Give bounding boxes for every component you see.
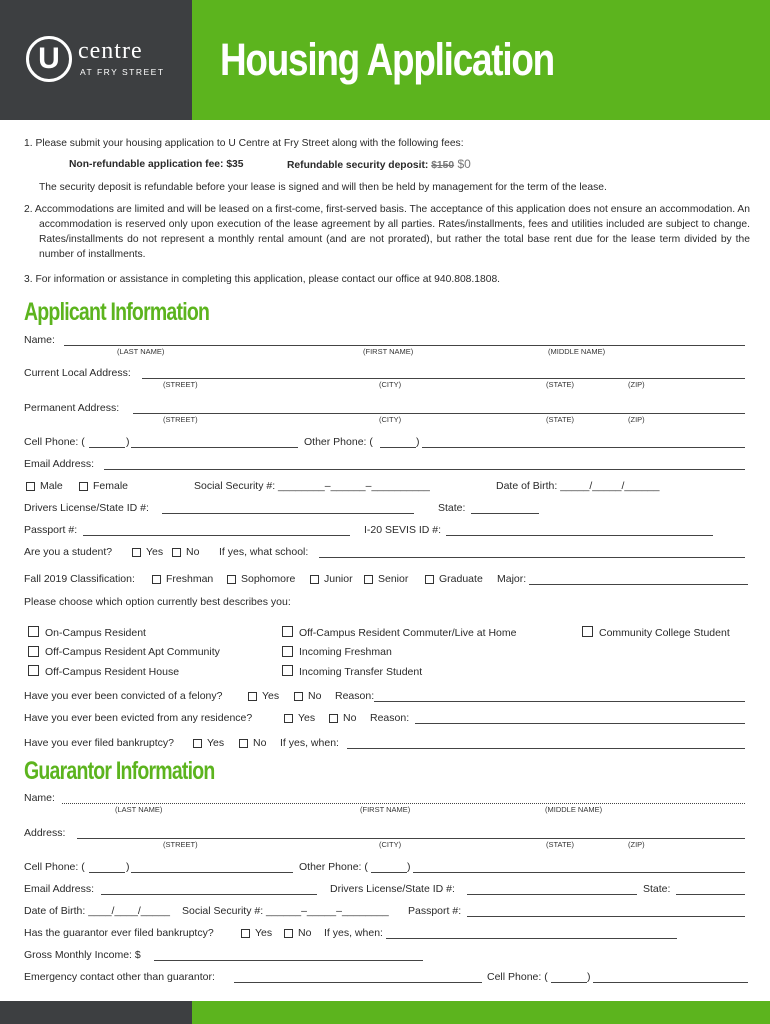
state-caption: (STATE) xyxy=(546,415,575,424)
guarantor-cell-area-input[interactable] xyxy=(89,872,125,873)
student-question: Are you a student? xyxy=(24,546,113,558)
logo-name: centre xyxy=(78,38,143,64)
guarantor-dl-input[interactable] xyxy=(467,894,637,895)
yes-label: Yes xyxy=(255,927,273,939)
deposit-label: Refundable security deposit: xyxy=(287,160,432,171)
deposit-old-amount: $150 xyxy=(431,160,455,171)
no-label: No xyxy=(308,690,322,702)
guarantor-passport-label: Passport #: xyxy=(408,905,462,917)
community-college-checkbox[interactable] xyxy=(582,626,593,637)
graduate-label: Graduate xyxy=(439,573,483,585)
paren-close: ) xyxy=(416,436,420,448)
current-address-input[interactable] xyxy=(142,378,745,379)
graduate-checkbox[interactable] xyxy=(425,575,434,584)
student-no-checkbox[interactable] xyxy=(172,548,181,557)
male-label: Male xyxy=(40,480,63,492)
classification-label: Fall 2019 Classification: xyxy=(24,573,135,585)
gross-income-input[interactable] xyxy=(154,960,423,961)
page-title: Housing Application xyxy=(220,34,554,85)
guarantor-address-input[interactable] xyxy=(77,838,745,839)
senior-label: Senior xyxy=(378,573,409,585)
commuter-checkbox[interactable] xyxy=(282,626,293,637)
street-caption: (STREET) xyxy=(163,840,198,849)
instruction-1: 1. Please submit your housing application to U Centre at Fry Street along with the following fees: xyxy=(24,138,464,149)
first-name-caption: (FIRST NAME) xyxy=(360,805,411,814)
last-name-caption: (LAST NAME) xyxy=(117,347,165,356)
guarantor-passport-input[interactable] xyxy=(467,916,745,917)
state-caption: (STATE) xyxy=(546,840,575,849)
guarantor-bankruptcy-no-checkbox[interactable] xyxy=(284,929,293,938)
incoming-freshman-label: Incoming Freshman xyxy=(299,646,392,658)
female-checkbox[interactable] xyxy=(79,482,88,491)
applicant-name-label: Name: xyxy=(24,334,55,346)
zip-caption: (ZIP) xyxy=(628,415,645,424)
passport-input[interactable] xyxy=(83,535,350,536)
when-label: If yes, when: xyxy=(280,737,339,749)
female-label: Female xyxy=(93,480,129,492)
other-phone-label: Other Phone: ( xyxy=(304,436,373,448)
paren-close: ) xyxy=(407,861,411,873)
incoming-freshman-checkbox[interactable] xyxy=(282,646,293,657)
emergency-cell-input[interactable] xyxy=(593,982,748,983)
yes-label: Yes xyxy=(298,712,316,724)
first-name-caption: (FIRST NAME) xyxy=(363,347,414,356)
sophomore-label: Sophomore xyxy=(241,573,296,585)
no-label: No xyxy=(186,546,200,558)
drivers-license-input[interactable] xyxy=(162,513,414,514)
felony-question: Have you ever been convicted of a felony? xyxy=(24,690,223,702)
choose-option-label: Please choose which option currently best describes you: xyxy=(24,596,291,608)
no-label: No xyxy=(343,712,357,724)
city-caption: (CITY) xyxy=(379,415,402,424)
applicant-name-input[interactable] xyxy=(64,345,745,346)
drivers-license-label: Drivers License/State ID #: xyxy=(24,502,149,514)
state-caption: (STATE) xyxy=(546,380,575,389)
reason-label: Reason: xyxy=(335,690,375,702)
student-yes-checkbox[interactable] xyxy=(132,548,141,557)
yes-label: Yes xyxy=(207,737,225,749)
when-label: If yes, when: xyxy=(324,927,383,939)
security-deposit xyxy=(287,157,471,173)
other-area-code-input[interactable] xyxy=(380,447,416,448)
off-campus-apt-label: Off-Campus Resident Apt Community xyxy=(45,646,220,658)
major-input[interactable] xyxy=(529,584,748,585)
junior-checkbox[interactable] xyxy=(310,575,319,584)
emergency-contact-input[interactable] xyxy=(234,982,482,983)
sevis-input[interactable] xyxy=(446,535,713,536)
bankruptcy-when-input[interactable] xyxy=(347,748,745,749)
guarantor-other-phone-label: Other Phone: ( xyxy=(299,861,368,873)
paren-close: ) xyxy=(587,971,591,983)
evicted-yes-checkbox[interactable] xyxy=(284,714,293,723)
off-campus-house-label: Off-Campus Resident House xyxy=(45,666,180,678)
guarantor-ssn-field[interactable]: Social Security #: ______–_____–________ xyxy=(182,905,389,917)
permanent-address-input[interactable] xyxy=(133,413,745,414)
u-centre-logo-icon xyxy=(26,36,72,82)
bankruptcy-yes-checkbox[interactable] xyxy=(193,739,202,748)
yes-label: Yes xyxy=(262,690,280,702)
dl-state-input[interactable] xyxy=(471,513,539,514)
current-address-label: Current Local Address: xyxy=(24,367,131,379)
guarantor-name-label: Name: xyxy=(24,792,55,804)
no-label: No xyxy=(298,927,312,939)
city-caption: (CITY) xyxy=(379,380,402,389)
deposit-new-amount: $0 xyxy=(454,157,471,171)
senior-checkbox[interactable] xyxy=(364,575,373,584)
paren-close: ) xyxy=(126,861,130,873)
street-caption: (STREET) xyxy=(163,415,198,424)
guarantor-dob-field[interactable]: Date of Birth: ____/____/_____ xyxy=(24,905,170,917)
incoming-transfer-label: Incoming Transfer Student xyxy=(299,666,423,678)
guarantor-bankruptcy-question: Has the guarantor ever filed bankruptcy? xyxy=(24,927,214,939)
evicted-question: Have you ever been evicted from any residence? xyxy=(24,712,253,724)
permanent-address-label: Permanent Address: xyxy=(24,402,120,414)
freshman-checkbox[interactable] xyxy=(152,575,161,584)
school-label: If yes, what school: xyxy=(219,546,309,558)
street-caption: (STREET) xyxy=(163,380,198,389)
instruction-3: 3. For information or assistance in completing this application, please contact our office at 940.808.1808. xyxy=(24,274,501,285)
guarantor-other-phone-input[interactable] xyxy=(413,872,745,873)
footer-dark-bar xyxy=(0,1001,192,1024)
male-checkbox[interactable] xyxy=(26,482,35,491)
evicted-no-checkbox[interactable] xyxy=(329,714,338,723)
guarantor-email-input[interactable] xyxy=(101,894,317,895)
off-campus-apt-checkbox[interactable] xyxy=(28,646,39,657)
school-input[interactable] xyxy=(319,557,745,558)
incoming-transfer-checkbox[interactable] xyxy=(282,665,293,676)
felony-yes-checkbox[interactable] xyxy=(248,692,257,701)
on-campus-label: On-Campus Resident xyxy=(45,627,146,639)
footer-green-bar xyxy=(192,1001,770,1024)
instruction-2: 2. Accommodations are limited and will be leased on a first-come, first-served basis. The acceptance of this application does not ensure an accommodation. An accommodation is reserved only upon execution of the lease agreement by all parties. Rates/installments, fees and utilities included are subject to change. Rates/installments do not represent a monthly rental amount (and are not prorated), but rather the total base rent due for the lease term divided by the number of installments. xyxy=(24,204,750,260)
cell-phone-label: Cell Phone: ( xyxy=(24,436,85,448)
ssn-field[interactable]: Social Security #: ________–______–__________ xyxy=(194,480,430,492)
guarantor-address-label: Address: xyxy=(24,827,66,839)
cell-area-code-input[interactable] xyxy=(89,447,125,448)
evicted-reason-input[interactable] xyxy=(415,723,745,724)
yes-label: Yes xyxy=(146,546,164,558)
guarantor-name-input[interactable] xyxy=(62,803,745,804)
sophomore-checkbox[interactable] xyxy=(227,575,236,584)
guarantor-cell-input[interactable] xyxy=(131,872,293,873)
passport-label: Passport #: xyxy=(24,524,78,536)
felony-reason-input[interactable] xyxy=(374,701,745,702)
off-campus-house-checkbox[interactable] xyxy=(28,665,39,676)
emergency-cell-label: Cell Phone: ( xyxy=(487,971,548,983)
on-campus-checkbox[interactable] xyxy=(28,626,39,637)
freshman-label: Freshman xyxy=(166,573,214,585)
guarantor-state-input[interactable] xyxy=(676,894,745,895)
guarantor-other-area-input[interactable] xyxy=(371,872,407,873)
last-name-caption: (LAST NAME) xyxy=(115,805,163,814)
guarantor-dl-label: Drivers License/State ID #: xyxy=(330,883,455,895)
dl-state-label: State: xyxy=(438,502,466,514)
middle-name-caption: (MIDDLE NAME) xyxy=(548,347,606,356)
gross-income-label: Gross Monthly Income: $ xyxy=(24,949,141,961)
paren-close: ) xyxy=(126,436,130,448)
community-college-label: Community College Student xyxy=(599,627,730,639)
emergency-contact-label: Emergency contact other than guarantor: xyxy=(24,971,215,983)
dob-field[interactable]: Date of Birth: _____/_____/______ xyxy=(496,480,660,492)
guarantor-email-label: Email Address: xyxy=(24,883,95,895)
guarantor-section-heading: Guarantor Information xyxy=(24,757,215,785)
guarantor-bankruptcy-when-input[interactable] xyxy=(386,938,677,939)
middle-name-caption: (MIDDLE NAME) xyxy=(545,805,603,814)
cell-phone-input[interactable] xyxy=(131,447,298,448)
sevis-label: I-20 SEVIS ID #: xyxy=(364,524,442,536)
junior-label: Junior xyxy=(324,573,353,585)
felony-no-checkbox[interactable] xyxy=(294,692,303,701)
logo-letter: U xyxy=(38,42,60,75)
email-label: Email Address: xyxy=(24,458,95,470)
application-fee: Non-refundable application fee: $35 xyxy=(69,159,244,170)
zip-caption: (ZIP) xyxy=(628,840,645,849)
deposit-note: The security deposit is refundable before your lease is signed and will then be held by management for the term of the lease. xyxy=(39,182,607,193)
no-label: No xyxy=(253,737,267,749)
commuter-label: Off-Campus Resident Commuter/Live at Home xyxy=(299,627,517,639)
applicant-section-heading: Applicant Information xyxy=(24,298,210,326)
email-input[interactable] xyxy=(104,469,745,470)
reason-label: Reason: xyxy=(370,712,410,724)
other-phone-input[interactable] xyxy=(422,447,745,448)
bankruptcy-question: Have you ever filed bankruptcy? xyxy=(24,737,174,749)
bankruptcy-no-checkbox[interactable] xyxy=(239,739,248,748)
guarantor-cell-label: Cell Phone: ( xyxy=(24,861,85,873)
guarantor-state-label: State: xyxy=(643,883,671,895)
major-label: Major: xyxy=(497,573,527,585)
logo-subtitle: AT FRY STREET xyxy=(80,67,165,77)
city-caption: (CITY) xyxy=(379,840,402,849)
guarantor-bankruptcy-yes-checkbox[interactable] xyxy=(241,929,250,938)
zip-caption: (ZIP) xyxy=(628,380,645,389)
emergency-area-input[interactable] xyxy=(551,982,587,983)
